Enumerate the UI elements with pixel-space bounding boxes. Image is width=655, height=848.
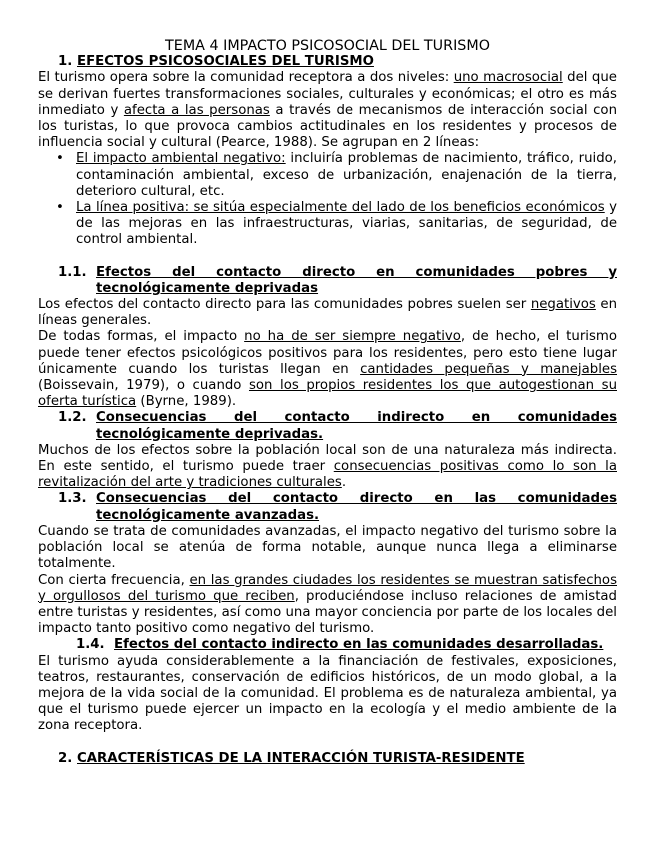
subsection-number: 1.1. (58, 264, 87, 280)
subsection-number: 1.4. (76, 637, 105, 653)
page-title: TEMA 4 IMPACTO PSICOSOCIAL DEL TURISMO (165, 38, 490, 54)
section-1-heading (58, 54, 617, 70)
bullet-item: • El impacto ambiental negativo: incluiría problemas de nacimiento, tráfico, ruido, contaminación ambiental, exceso de urbanización, enajenación de la tierra, deterioro cultural, etc. (38, 151, 617, 200)
subsection-1-3-paragraph: Cuando se trata de comunidades avanzadas, el impacto negativo del turismo sobre la población local se atenúa de forma notable, aunque nunca llega a eliminarse totalmente. (38, 523, 617, 572)
subsection-1-4-paragraph: El turismo ayuda considerablemente a la financiación de festivales, exposiciones, teatros, restaurantes, conservación de edificios históricos, de un modo global, a la mejora de la vida social de la comunidad. El problema es de naturaleza ambiental, ya que el turismo puede ejercer un impacto en la ecología y el medio ambiente de la zona receptora. (38, 653, 617, 734)
section-1-bullet-list (38, 151, 617, 248)
bullet-item: • La línea positiva: se sitúa especialmente del lado de los beneficios económicos y de las mejoras en las infraestructuras, viarias, sanitarias, de seguridad, de control ambiental. (38, 200, 617, 249)
section-2-title: CARACTERÍSTICAS DE LA INTERACCIÓN TURISTA-RESIDENTE (77, 750, 525, 766)
subsection-1-3-paragraph: Con cierta frecuencia, en las grandes ciudades los residentes se muestran satisfechos y orgullosos del turismo que reciben, produciéndose incluso relaciones de amistad entre turistas y residentes, así como una mayor conciencia por parte de los locales del impacto tanto positivo como negativo del turismo. (38, 572, 617, 637)
section-2-number: 2. (58, 750, 73, 766)
subsection-number: 1.3. (58, 491, 87, 507)
subsection-title: Efectos del contacto indirecto en las comunidades desarrolladas. (114, 637, 604, 653)
subsection-title: Consecuencias del contacto indirecto en comunidades tecnológicamente deprivadas. (96, 410, 617, 442)
subsection-title: Efectos del contacto directo en comunidades pobres y tecnológicamente deprivadas (96, 264, 617, 296)
subsection-1-2-paragraph: Muchos de los efectos sobre la población local son de una naturaleza más indirecta. En este sentido, el turismo puede traer consecuencias positivas como lo son la revitalización del arte y tradiciones culturales. (38, 442, 617, 491)
subsection-title: Consecuencias del contacto directo en las comunidades tecnológicamente avanzadas. (96, 491, 617, 523)
subsection-1-2-heading (58, 410, 617, 442)
subsection-1-1-heading (58, 265, 617, 297)
section-1-number: 1. (58, 54, 73, 70)
section-1-title: EFECTOS PSICOSOCIALES DEL TURISMO (77, 54, 374, 70)
subsection-1-4-heading (76, 637, 617, 653)
section-2-heading (58, 751, 617, 767)
subsection-number: 1.2. (58, 410, 87, 426)
subsection-1-1-paragraph: De todas formas, el impacto no ha de ser siempre negativo, de hecho, el turismo puede tener efectos psicológicos positivos para los residentes, pero esto tiene lugar únicamente cuando los turistas llegan en cantidades pequeñas y manejables (Boissevain, 1979), o cuando son los propios residentes los que autogestionan su oferta turística (Byrne, 1989). (38, 329, 617, 410)
section-1-paragraph: El turismo opera sobre la comunidad receptora a dos niveles: uno macrosocial del que se derivan fuertes transformaciones sociales, culturales y económicas; el otro es más inmediato y afecta a las personas a través de mecanismos de interacción social con los turistas, lo que provoca cambios actitudinales en los residentes y procesos de influencia social y cultural (Pearce, 1988). Se agrupan en 2 líneas: (38, 70, 617, 151)
subsection-1-1-paragraph: Los efectos del contacto directo para las comunidades pobres suelen ser negativos en líneas generales. (38, 297, 617, 329)
subsection-1-3-heading (58, 491, 617, 523)
